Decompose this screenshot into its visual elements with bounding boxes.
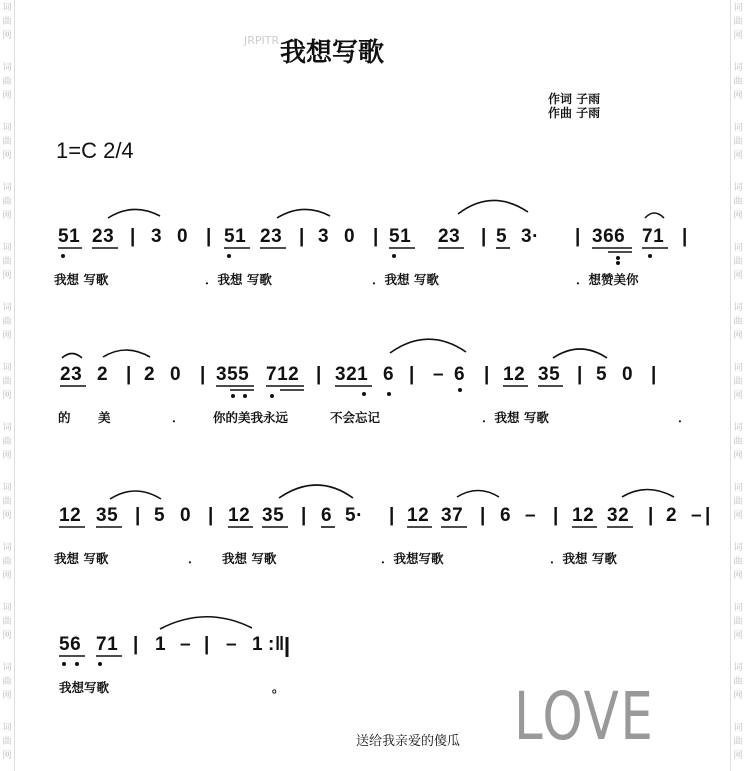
note-group: 1: [155, 634, 167, 655]
watermark-char: 曲: [2, 17, 12, 27]
barline: |: [389, 505, 395, 526]
note-group: 35: [262, 505, 285, 526]
note-group: 6: [383, 364, 395, 385]
barline: |: [208, 505, 214, 526]
note-group: 37: [441, 505, 464, 526]
note-group: 1: [252, 634, 264, 655]
watermark-char: 网: [2, 751, 12, 761]
note-group: 71: [96, 634, 119, 655]
watermark-char: 网: [733, 211, 743, 221]
barline: |: [316, 364, 322, 385]
watermark-char: 网: [733, 571, 743, 581]
watermark-char: 词: [2, 543, 12, 553]
note-group: 23: [260, 226, 283, 247]
love-text: LOVE: [514, 678, 655, 755]
note-group: 6: [454, 364, 466, 385]
watermark-char: 词: [2, 123, 12, 133]
watermark-char: 网: [2, 271, 12, 281]
watermark-char: 网: [2, 631, 12, 641]
note-group: –: [691, 505, 703, 526]
note-group: 3·: [521, 226, 539, 247]
octave-dot: [648, 254, 652, 258]
octave-dot: [616, 256, 620, 260]
lyric-line: 我想 写歌: [222, 551, 277, 566]
octave-dot: [231, 394, 235, 398]
watermark-char: 曲: [733, 617, 743, 627]
note-group: 23: [438, 226, 461, 247]
barline: |: [126, 364, 132, 385]
watermark-char: 词: [733, 483, 743, 493]
barline: |: [301, 505, 307, 526]
watermark-char: 词: [2, 423, 12, 433]
note-group: 51: [389, 226, 412, 247]
watermark-char: 词: [733, 123, 743, 133]
watermark-char: 词: [2, 663, 12, 673]
watermark-char: 词: [733, 63, 743, 73]
barline: |: [299, 226, 305, 247]
watermark-char: 曲: [733, 737, 743, 747]
lyric-line: 我想写歌: [59, 680, 110, 695]
barline: |: [553, 505, 559, 526]
slur: [390, 339, 466, 353]
watermark-char: 网: [733, 31, 743, 41]
note-group: 2: [144, 364, 156, 385]
watermark-char: 曲: [733, 497, 743, 507]
slur: [279, 485, 353, 498]
barline: |: [373, 226, 379, 247]
octave-dot: [98, 662, 102, 666]
slur: [62, 354, 82, 359]
watermark-char: 词: [2, 723, 12, 733]
octave-dot: [243, 394, 247, 398]
barline: |: [577, 364, 583, 385]
barline: |: [575, 226, 581, 247]
note-group: 0: [177, 226, 189, 247]
watermark-char: 网: [733, 691, 743, 701]
watermark-char: 词: [2, 483, 12, 493]
note-group: 0: [170, 364, 182, 385]
watermark-char: 网: [2, 211, 12, 221]
watermark-char: 网: [733, 511, 743, 521]
watermark-char: 曲: [733, 257, 743, 267]
watermark-char: 曲: [733, 377, 743, 387]
watermark-char: 词: [733, 543, 743, 553]
note-group: 23: [92, 226, 115, 247]
note-group: 56: [59, 634, 82, 655]
lyric-line: ．: [188, 551, 201, 566]
watermark-char: 词: [733, 243, 743, 253]
barline: |: [705, 505, 711, 526]
slur: [622, 490, 674, 498]
lyric-line: ．我想写歌: [381, 551, 444, 566]
watermark-char: 曲: [2, 77, 12, 87]
note-group: 0: [622, 364, 634, 385]
watermark-char: 曲: [2, 197, 12, 207]
note-group: –: [433, 364, 445, 385]
slur: [103, 350, 150, 357]
watermark-char: 词: [2, 603, 12, 613]
octave-dot: [62, 662, 66, 666]
note-group: 5: [596, 364, 608, 385]
note-group: 0: [180, 505, 192, 526]
octave-dot: [392, 254, 396, 258]
barline: |: [204, 634, 210, 655]
watermark-char: 词: [733, 303, 743, 313]
watermark-char: 曲: [733, 197, 743, 207]
note-group: 6: [500, 505, 512, 526]
slur: [160, 617, 252, 629]
slur: [457, 491, 499, 498]
watermark-char: 网: [733, 91, 743, 101]
note-group: 5: [154, 505, 166, 526]
lyric-line: ．我想 写歌: [482, 410, 549, 425]
barline: |: [480, 505, 486, 526]
lyric-line: ．: [172, 410, 185, 425]
lyric-line: ．我想 写歌: [205, 272, 272, 287]
octave-dot: [270, 394, 274, 398]
watermark-char: 网: [2, 451, 12, 461]
dedication-text: 送给我亲爱的傻瓜: [356, 734, 461, 749]
watermark-char: 曲: [2, 437, 12, 447]
watermark-char: 曲: [733, 137, 743, 147]
song-title: 我想写歌: [280, 38, 385, 68]
watermark-char: 网: [733, 451, 743, 461]
watermark-char: 词: [733, 603, 743, 613]
octave-dot: [227, 254, 231, 258]
watermark-char: 曲: [733, 677, 743, 687]
watermark-char: 词: [2, 3, 12, 13]
watermark-char: 曲: [733, 557, 743, 567]
note-group: 71: [642, 226, 665, 247]
lyric-line: 不会忘记: [330, 410, 381, 425]
barline: |: [130, 226, 136, 247]
watermark-char: 曲: [733, 77, 743, 87]
faint-mark: JRPITR: [244, 34, 280, 47]
note-group: 35: [96, 505, 119, 526]
watermark-char: 曲: [2, 137, 12, 147]
lyric-line: 你的美我永远: [213, 410, 289, 425]
watermark-char: 词: [733, 723, 743, 733]
note-group: 2: [97, 364, 109, 385]
watermark-char: 词: [2, 303, 12, 313]
note-group: 35: [538, 364, 561, 385]
note-group: –: [525, 505, 537, 526]
note-group: 12: [228, 505, 251, 526]
watermark-char: 网: [2, 391, 12, 401]
octave-dot: [362, 392, 366, 396]
note-group: 12: [503, 364, 526, 385]
barline: |: [206, 226, 212, 247]
note-group: :‖: [268, 634, 285, 655]
watermark-char: 词: [733, 663, 743, 673]
watermark-char: 网: [2, 91, 12, 101]
lyric-line: ．: [678, 410, 691, 425]
lyric-line: ．我想 写歌: [550, 551, 617, 566]
watermark-char: 曲: [2, 677, 12, 687]
slur: [108, 209, 160, 218]
note-group: 5·: [345, 505, 363, 526]
watermark-char: 网: [2, 31, 12, 41]
barline: |: [484, 364, 490, 385]
barline: |: [409, 364, 415, 385]
note-group: –: [226, 634, 238, 655]
slur: [645, 213, 664, 218]
watermark-char: 网: [2, 151, 12, 161]
note-group: 12: [407, 505, 430, 526]
key-signature: 1=C 2/4: [56, 138, 134, 163]
watermark-char: 曲: [2, 377, 12, 387]
watermark-char: 词: [733, 183, 743, 193]
slur: [277, 209, 330, 218]
note-group: 0: [344, 226, 356, 247]
watermark-char: 曲: [733, 437, 743, 447]
watermark-char: 曲: [2, 737, 12, 747]
slur: [458, 200, 528, 214]
watermark-char: 词: [733, 423, 743, 433]
note-group: 321: [335, 364, 369, 385]
lyricist-credit: 作词 子雨: [548, 92, 601, 106]
barline: |: [200, 364, 206, 385]
watermark-char: 词: [2, 363, 12, 373]
watermark-char: 词: [733, 3, 743, 13]
watermark-char: 网: [733, 391, 743, 401]
watermark-char: 网: [733, 271, 743, 281]
watermark-char: 曲: [733, 317, 743, 327]
lyric-line: ．我想 写歌: [372, 272, 439, 287]
watermark-char: 网: [733, 151, 743, 161]
watermark-char: 曲: [2, 257, 12, 267]
barline: |: [135, 505, 141, 526]
note-group: 5: [496, 226, 508, 247]
lyric-line: 我想 写歌: [54, 551, 109, 566]
note-group: 3: [318, 226, 330, 247]
note-group: 6: [321, 505, 333, 526]
watermark-char: 网: [2, 691, 12, 701]
slur: [110, 491, 161, 499]
composer-credit: 作曲 子雨: [548, 106, 601, 120]
barline: |: [133, 634, 139, 655]
barline: |: [651, 364, 657, 385]
watermark-char: 曲: [2, 317, 12, 327]
lyric-line: 。: [272, 680, 285, 695]
note-group: 32: [607, 505, 630, 526]
note-group: 12: [59, 505, 82, 526]
octave-dot: [75, 662, 79, 666]
watermark-char: 词: [2, 183, 12, 193]
watermark-char: 网: [733, 751, 743, 761]
watermark-char: 词: [2, 243, 12, 253]
watermark-char: 网: [2, 511, 12, 521]
note-group: 366: [592, 226, 626, 247]
note-group: 355: [216, 364, 250, 385]
watermark-char: 网: [733, 631, 743, 641]
watermark-char: 曲: [733, 17, 743, 27]
note-group: 2: [666, 505, 678, 526]
barline: |: [648, 505, 654, 526]
watermark-char: 词: [733, 363, 743, 373]
note-group: 12: [572, 505, 595, 526]
watermark-char: 网: [2, 571, 12, 581]
watermark-char: 网: [2, 331, 12, 341]
watermark-char: 曲: [2, 497, 12, 507]
barline: |: [682, 226, 688, 247]
slur: [553, 349, 607, 358]
barline: |: [481, 226, 487, 247]
octave-dot: [387, 392, 391, 396]
note-group: 51: [58, 226, 81, 247]
octave-dot: [61, 254, 65, 258]
watermark-char: 网: [733, 331, 743, 341]
lyric-line: ．想赞美你: [576, 272, 639, 287]
watermark-char: 词: [2, 63, 12, 73]
lyric-line: 的: [58, 410, 71, 425]
lyric-line: 美: [98, 410, 111, 425]
watermark-char: 曲: [2, 617, 12, 627]
note-group: 51: [224, 226, 247, 247]
note-group: 23: [60, 364, 83, 385]
watermark-char: 曲: [2, 557, 12, 567]
lyric-line: 我想 写歌: [54, 272, 109, 287]
note-group: 3: [151, 226, 163, 247]
note-group: 712: [266, 364, 300, 385]
octave-dot: [616, 261, 620, 265]
note-group: –: [180, 634, 192, 655]
octave-dot: [458, 388, 462, 392]
